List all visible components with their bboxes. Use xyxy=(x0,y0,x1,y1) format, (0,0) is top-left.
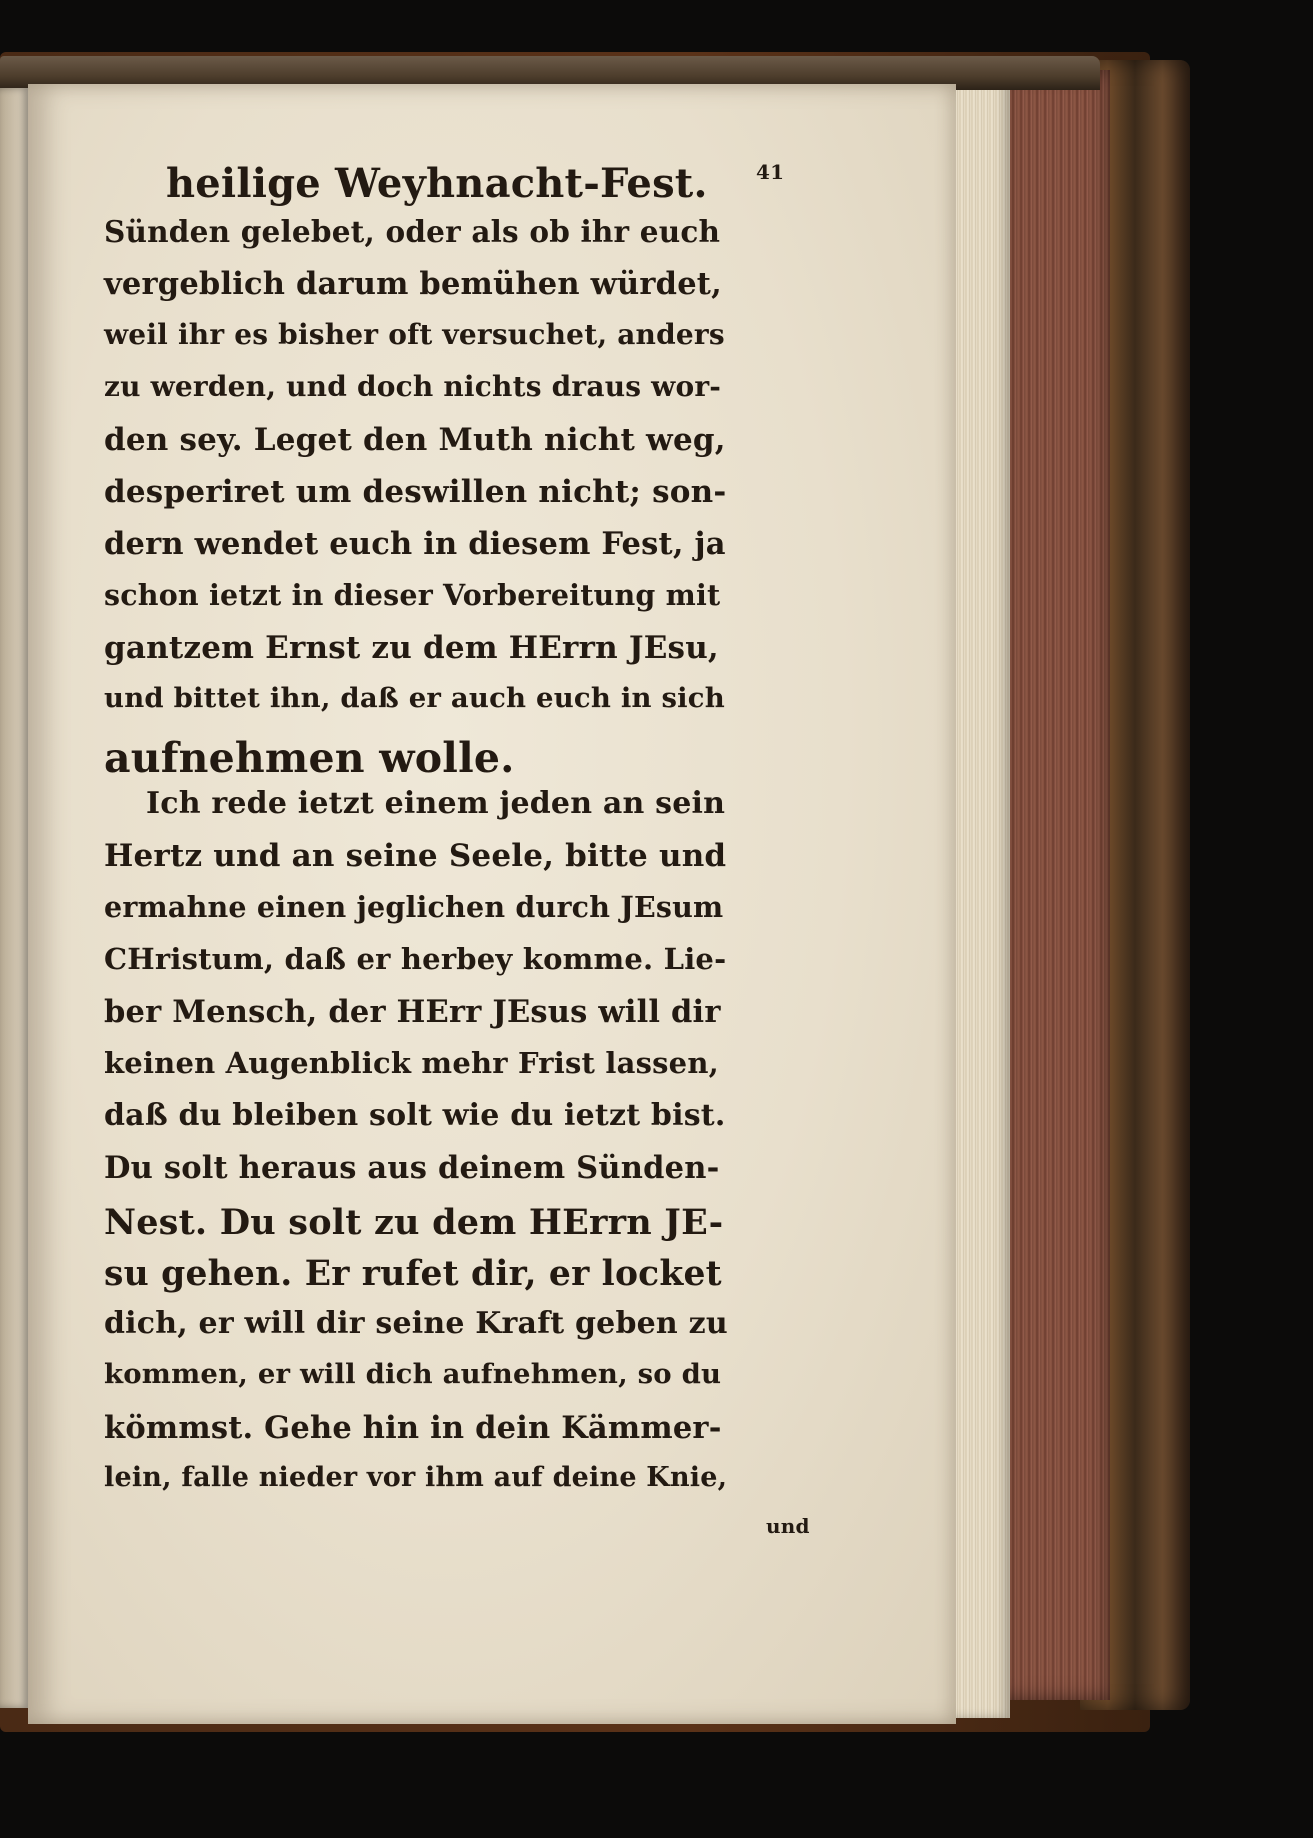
text-line: daß du bleiben solt wie du ietzt bist. xyxy=(104,1098,726,1133)
paragraph-start-line: Ich rede ietzt einem jeden an sein xyxy=(146,786,726,821)
text-line: su gehen. Er rufet dir, er locket xyxy=(104,1254,722,1294)
text-line: schon ietzt in dieser Vorbereitung mit xyxy=(104,578,721,612)
facing-page-edge xyxy=(0,88,28,1708)
text-line: dich, er will dir seine Kraft geben zu xyxy=(104,1306,728,1341)
text-line: dern wendet euch in diesem Fest, ja xyxy=(104,526,726,562)
text-line: kommen, er will dich aufnehmen, so du xyxy=(104,1358,722,1390)
text-line: aufnehmen wolle. xyxy=(104,734,515,782)
text-line: Sünden gelebet, oder als ob ihr euch xyxy=(104,214,721,249)
text-line: zu werden, und doch nichts draus wor- xyxy=(104,370,722,403)
text-line: weil ihr es bisher oft versuchet, anders xyxy=(104,318,725,351)
text-line: ermahne einen jeglichen durch JEsum xyxy=(104,890,724,924)
text-line: keinen Augenblick mehr Frist lassen, xyxy=(104,1046,719,1080)
text-line: desperiret um deswillen nicht; son- xyxy=(104,474,727,510)
text-line: Du solt heraus aus deinem Sünden- xyxy=(104,1150,720,1186)
text-line: Hertz und an seine Seele, bitte und xyxy=(104,838,727,874)
text-line: den sey. Leget den Muth nicht weg, xyxy=(104,422,726,458)
page-number: 41 xyxy=(756,160,785,184)
text-line: lein, falle nieder vor ihm auf deine Knie, xyxy=(104,1462,728,1493)
text-line: CHristum, daß er herbey komme. Lie- xyxy=(104,942,727,976)
text-line: ber Mensch, der HErr JEsus will dir xyxy=(104,994,721,1030)
catchword: und xyxy=(766,1514,810,1538)
text-line: und bittet ihn, daß er auch euch in sich xyxy=(104,682,725,714)
printed-page xyxy=(28,84,956,1724)
text-line: kömmst. Gehe hin in dein Kämmer- xyxy=(104,1410,722,1446)
page-edges-red xyxy=(1000,70,1110,1700)
running-header: heilige Weyhnacht-Fest. xyxy=(166,160,708,207)
text-line: vergeblich darum bemühen würdet, xyxy=(104,266,722,302)
text-line: Nest. Du solt zu dem HErrn JE- xyxy=(104,1202,724,1243)
text-line: gantzem Ernst zu dem HErrn JEsu, xyxy=(104,630,719,666)
